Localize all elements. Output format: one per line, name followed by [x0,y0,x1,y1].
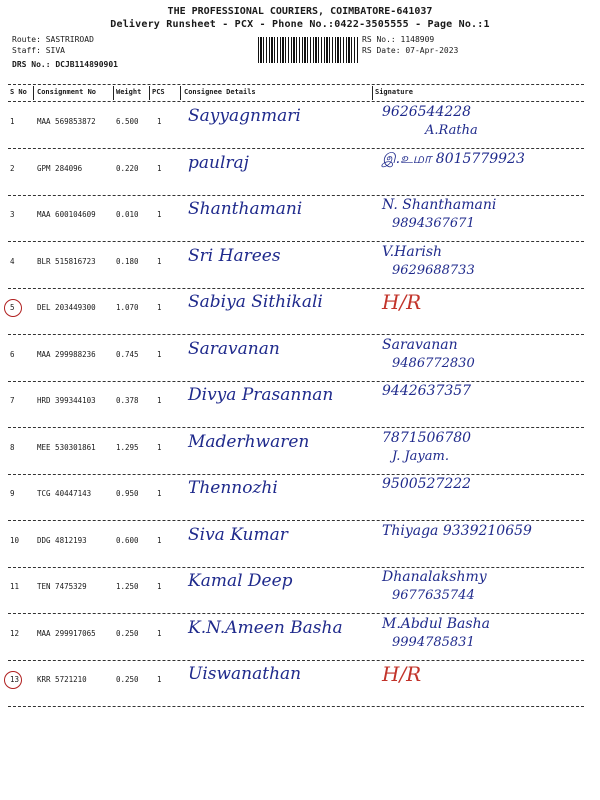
row-consignment-no: MAA 569853872 [37,117,96,126]
row-signature-line1: N. Shanthamani [382,197,497,213]
row-weight: 0.220 [116,163,139,173]
row-signature-line1: Thiyaga 9339210659 [382,522,532,539]
row-pcs: 1 [157,442,162,452]
row-signature-line1: H/R [382,662,422,686]
route-label: Route: SASTRIROAD [12,35,94,44]
row-consignee-name: Uiswanathan [188,664,302,684]
row-pcs: 1 [157,349,162,359]
barcode-image [258,37,358,63]
row-separator [8,706,584,707]
row-signature-line2: 9994785831 [392,634,475,650]
row-consignment-no: KRR 5721210 [37,675,87,684]
row-signature-line1: 9500527222 [382,476,472,492]
row-separator [8,427,584,428]
row-consignment-no: MAA 299917065 [37,628,96,638]
col-sno: S No [10,88,27,96]
row-sno: 4 [10,256,15,266]
col-divider [149,86,150,100]
rs-date: RS Date: 07-Apr-2023 [362,46,459,55]
row-pcs: 1 [157,628,162,638]
row-signature-line1: 7871506780 [382,429,472,446]
row-signature-line2: 9677635744 [392,588,475,603]
header-rule [8,84,584,85]
row-sno: 12 [10,628,20,638]
col-pcs: PCS [152,88,165,96]
col-consignee: Consignee Details [184,88,256,96]
row-sno: 11 [10,582,20,591]
row-weight: 0.180 [116,256,139,266]
row-consignment-no: BLR 515816723 [37,256,96,266]
company-title: THE PROFESSIONAL COURIERS, COIMBATORE-641037 [167,6,433,17]
row-weight: 0.250 [116,675,139,684]
row-signature-line1: H/R [382,290,422,314]
row-pcs: 1 [157,210,162,219]
row-consignee-name: Sri Harees [188,245,281,266]
row-separator [8,613,584,614]
row-consignment-no: DDG 4812193 [37,535,87,545]
row-separator [8,474,584,475]
row-separator [8,148,584,149]
row-consignee-name: Sayyagnmari [188,106,301,126]
row-weight: 1.295 [116,442,139,452]
row-weight: 0.600 [116,535,139,545]
row-signature-line2: 9894367671 [392,216,475,231]
staff-label: Staff: SIVA [12,46,65,55]
row-weight: 6.500 [116,117,139,126]
row-consignment-no: MAA 299988236 [37,349,96,359]
row-separator [8,381,584,382]
row-consignee-name: Sabiya Sithikali [188,292,323,312]
row-pcs: 1 [157,396,162,405]
row-sno: 6 [10,349,15,359]
row-circle-mark [4,671,22,689]
row-pcs: 1 [157,489,162,498]
row-weight: 0.950 [116,489,139,498]
row-separator [8,195,584,196]
row-signature-line2: 9629688733 [392,262,475,278]
row-pcs: 1 [157,535,162,545]
row-weight: 0.745 [116,349,139,359]
row-consignment-no: TCG 40447143 [37,489,92,498]
row-consignee-name: Kamal Deep [188,571,293,591]
col-divider [113,86,114,100]
row-consignment-no: HRD 399344103 [37,396,96,405]
row-sno: 5 [10,303,15,312]
row-separator [8,241,584,242]
row-signature-line1: 9626544228 [382,104,472,120]
row-weight: 0.378 [116,396,139,405]
row-signature-line1: V.Harish [382,243,443,260]
row-consignment-no: GPM 284096 [37,163,83,173]
row-weight: 0.250 [116,628,139,638]
row-separator [8,520,584,521]
rs-number: RS No.: 1148909 [362,35,435,44]
header-rule [8,101,584,102]
row-signature-line1: M.Abdul Basha [382,615,490,632]
row-pcs: 1 [157,582,162,591]
row-consignee-name: Divya Prasannan [188,385,334,405]
col-signature: Signature [375,88,413,96]
col-weight: Weight [116,88,142,96]
row-pcs: 1 [157,303,162,312]
col-divider [180,86,181,100]
row-separator [8,567,584,568]
row-consignment-no: DEL 203449300 [37,303,96,312]
row-pcs: 1 [157,117,162,126]
row-pcs: 1 [157,163,162,173]
row-consignee-name: Thennozhi [188,478,278,498]
row-consignee-name: K.N.Ameen Basha [188,617,343,638]
row-weight: 0.010 [116,210,139,219]
drs-number: DRS No.: DCJB114890901 [12,60,118,69]
row-sno: 8 [10,442,15,452]
row-sno: 1 [10,117,15,126]
row-consignee-name: Shanthamani [188,199,303,219]
row-consignment-no: MEE 530301861 [37,442,96,452]
row-consignee-name: Siva Kumar [188,524,288,545]
row-weight: 1.250 [116,582,139,591]
col-consignment: Consignment No [37,88,97,96]
row-signature-line1: 9442637357 [382,383,472,399]
row-circle-mark [4,299,22,317]
row-signature-line2: A.Ratha [425,123,478,138]
row-sno: 13 [10,675,20,684]
row-consignee-name: paulraj [188,152,249,173]
row-signature-line2: J. Jayam. [392,448,449,464]
row-consignee-name: Saravanan [188,338,280,359]
row-consignee-name: Maderhwaren [188,431,310,452]
runsheet-title: Delivery Runsheet - PCX - Phone No.:0422-3505555 - Page No.:1 [110,19,490,30]
row-sno: 10 [10,535,20,545]
col-divider [372,86,373,100]
row-sno: 7 [10,396,15,405]
row-sno: 9 [10,489,15,498]
row-separator [8,334,584,335]
row-consignment-no: MAA 600104609 [37,210,96,219]
row-signature-line1: Saravanan [382,336,458,353]
row-signature-line2: 9486772830 [392,355,475,371]
row-pcs: 1 [157,256,162,266]
row-weight: 1.070 [116,303,139,312]
row-pcs: 1 [157,675,162,684]
row-sno: 2 [10,163,15,173]
col-divider [33,86,34,100]
row-consignment-no: TEN 7475329 [37,582,87,591]
row-separator [8,660,584,661]
row-sno: 3 [10,210,15,219]
row-separator [8,288,584,289]
row-signature-line1: இ.உமா 8015779923 [382,150,525,167]
row-signature-line1: Dhanalakshmy [382,569,487,585]
